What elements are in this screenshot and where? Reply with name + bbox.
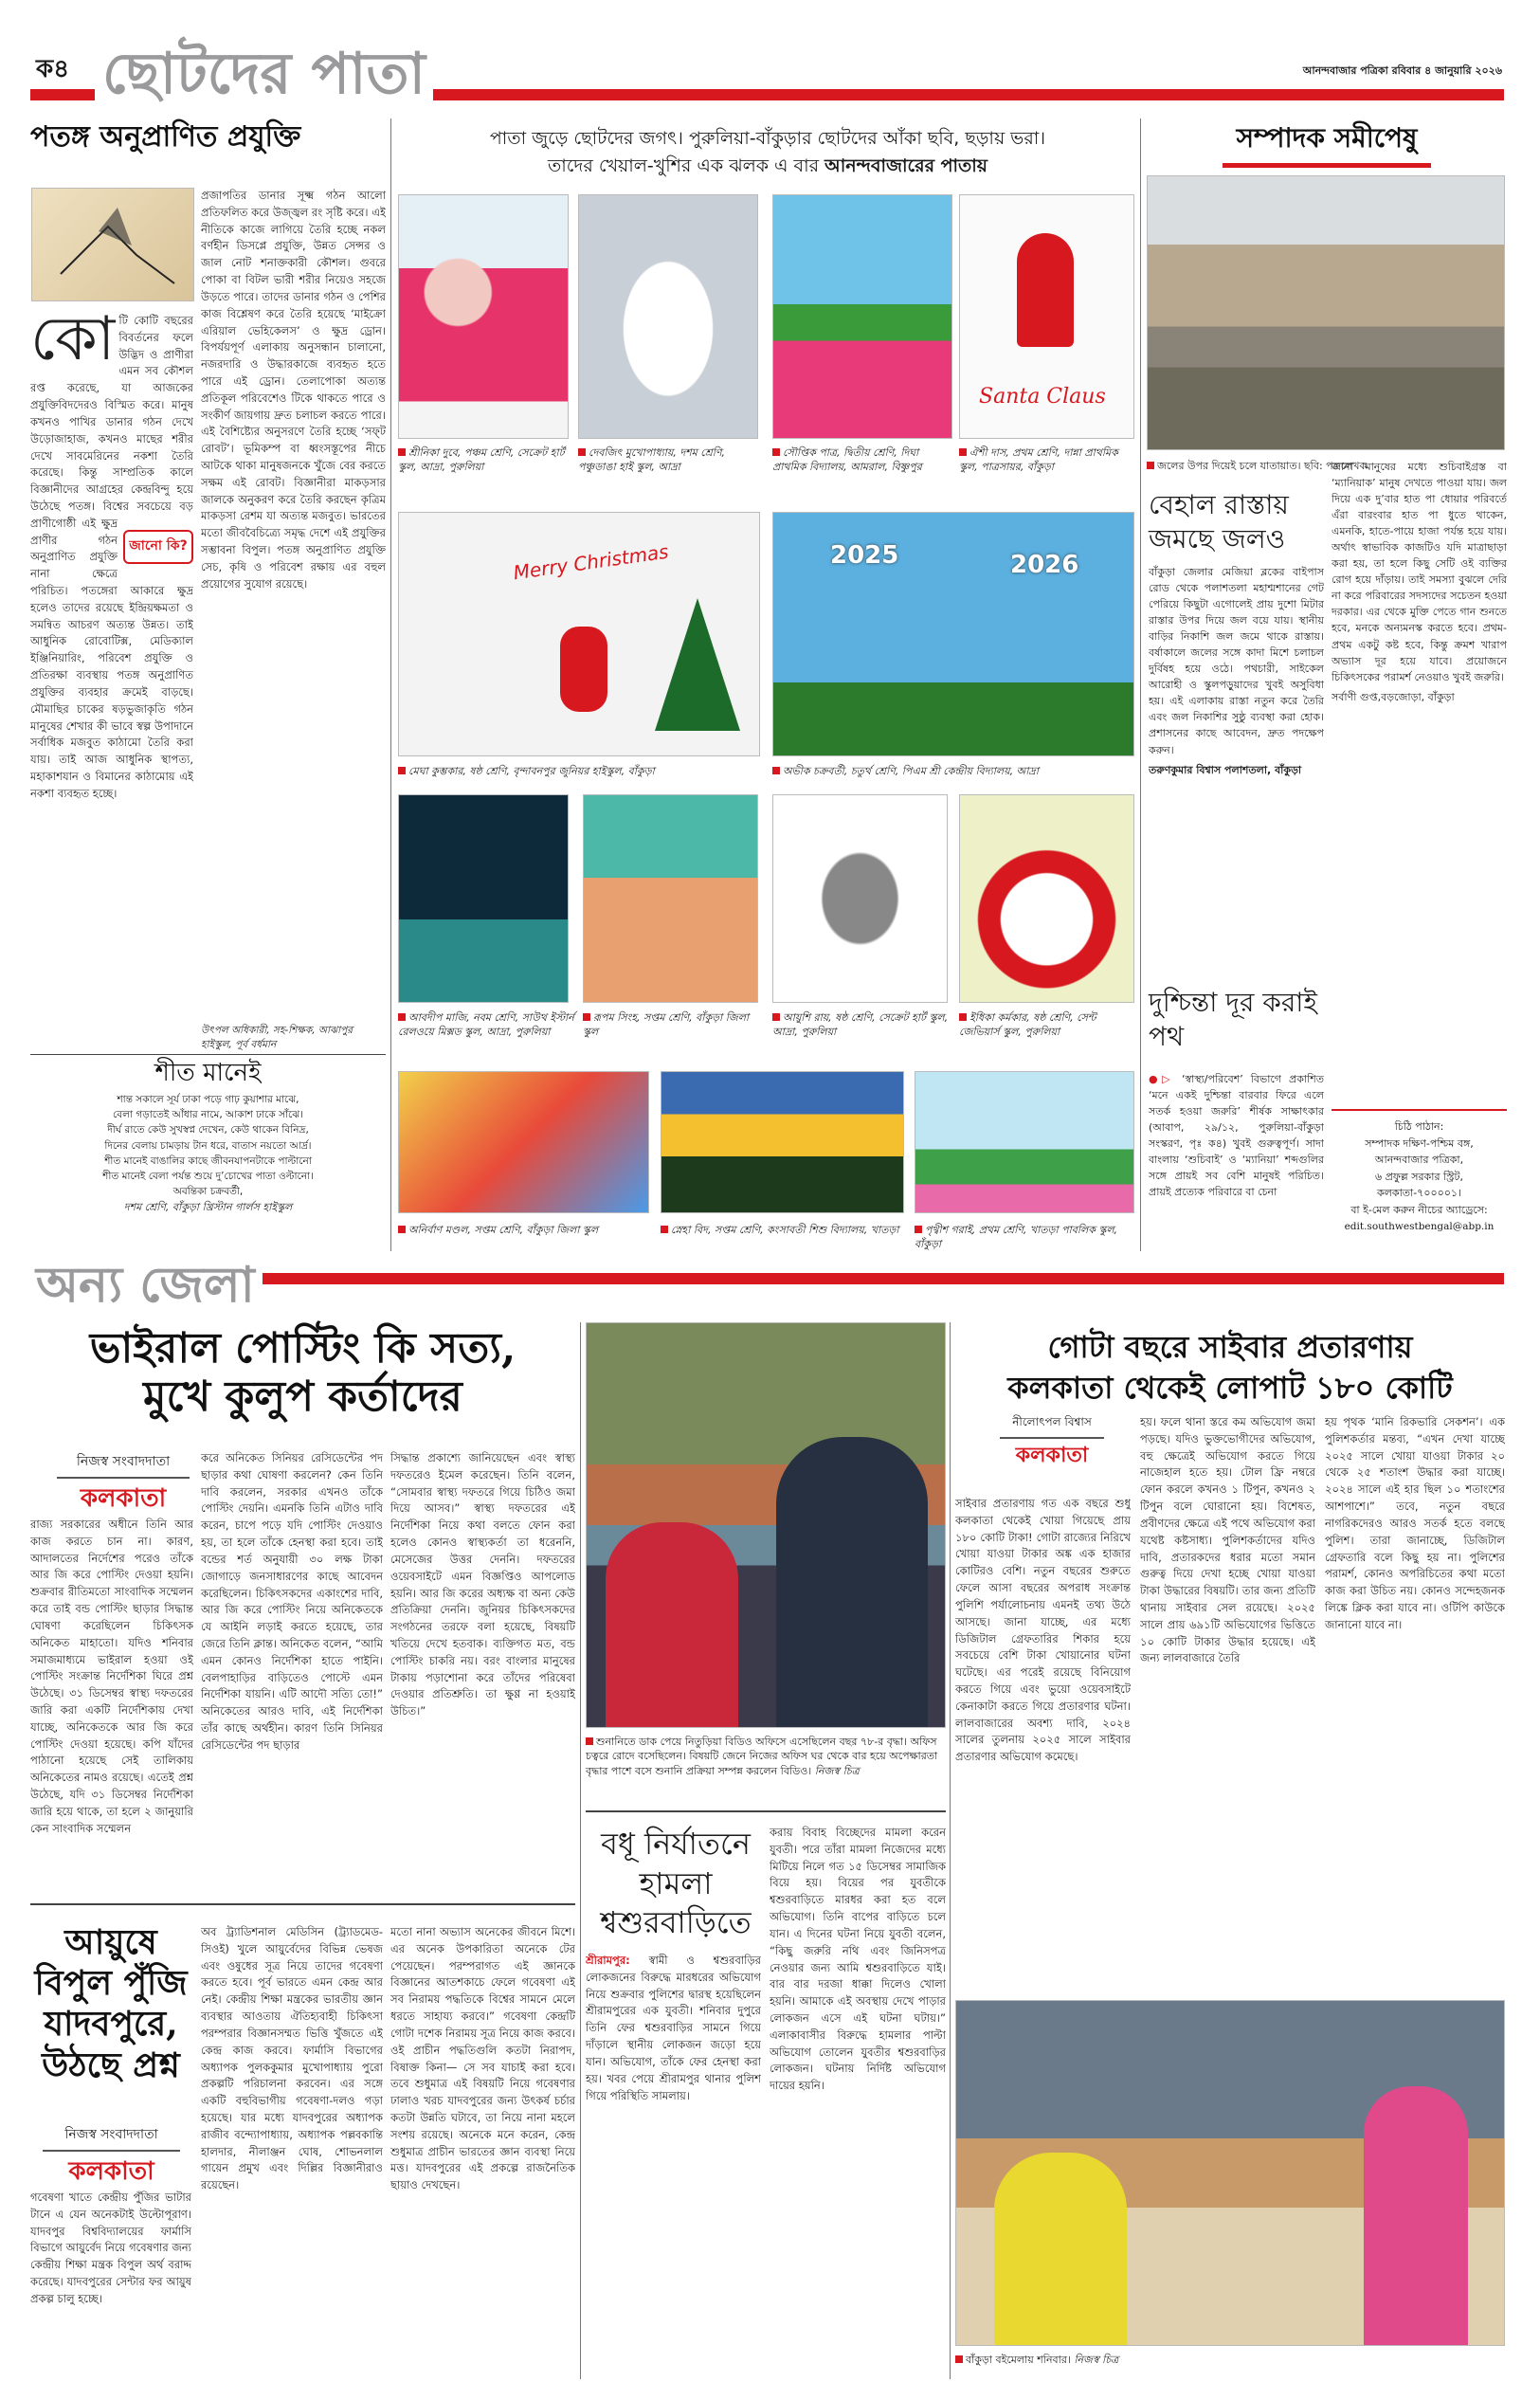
poem-school: দশম শ্রেণি, বাঁকুড়া খ্রিস্টান গার্লস হাইস্কুল bbox=[123, 1200, 293, 1213]
story-column: হয়। ফলে থানা স্তরে কম অভিযোগ জমা পড়ছে। যদিও ভুক্তভোগীদের অভিযোগ, বহু ক্ষেত্রেই অভিযোগ করতে গিয়ে নাজেহাল হতে হয়। টোল ফ্রি নম্বরে ফোন করলে কখনও ১ টিপুন, কখনও ২ টিপুন বলে ঘোরানো হয়। বিশেষত, প্রবীণদের ক্ষেত্রে এই পথে অভিযোগ করা যথেষ্ট কষ্টসাধ্য। পুলিশকর্তাদের যদিও দাবি, প্রতারকদের ধরার মতো সমান গুরুত্ব দিয়ে দেখা হচ্ছে খোয়া যাওয়া টাকা উদ্ধারের বিষয়টি। তার জন্য প্রতিটি থানায় সাইবার সেল রয়েছে। ২০২৫ সালে প্রায় ৬৯১টি অভিযোগের ভিত্তিতে ১০ কোটি টাকার উদ্ধার হয়েছে। এই জন্য লালবাজারে তৈরি bbox=[1140, 1415, 1315, 1665]
send-letters-box bbox=[1332, 1118, 1507, 1234]
article-column bbox=[30, 313, 193, 1043]
drawing-santa-face bbox=[959, 794, 1134, 1003]
art-text: 2026 bbox=[1010, 551, 1079, 579]
intro-line: তাদের খেয়াল-খুশির এক ঝলক এ বার bbox=[547, 155, 825, 176]
email-link[interactable]: edit.southwestbengal@abp.in bbox=[1344, 1220, 1495, 1232]
photo-credit: নিজস্ব চিত্র bbox=[1074, 2354, 1119, 2366]
story-column: করায় বিবাহ বিচ্ছেদের মামলা করেন যুবতী। পরে তাঁরা মামলা নিজেদের মধ্যে মিটিয়ে নিলে গত ১৫ ডিসেম্বর সামাজিক বিয়ে হয়। বিয়ের পর যুবতীকে শ্বশুরবাড়িতে মারধর করা হত বলে অভিযোগ। তিনি বাপের বাড়িতে চলে যান। এ দিনের ঘটনা নিয়ে যুবতী বলেন, “কিছু জরুরি নথি এবং জিনিসপত্র নেওয়ার জন্য আমি শ্বশুরবাড়িতে যাই। বার বার দরজা ধাক্কা দিলেও খোলা হয়নি। আমাকে এই অবস্থায় দেখে পাড়ার লোকজন এসে এই ঘটনা ঘটায়।” এলাকাবাসীর বিরুদ্ধে হামলার পাল্টা অভিযোগ তোলেন যুবতীর শ্বশুরবাড়ির লোকজন। ঘটনায় নির্দিষ্ট অভিযোগ দায়ের হয়নি। bbox=[770, 1826, 946, 2093]
poem-line: দিনের বেলায় চামড়ায় টান ধরে, বাতাস নয়তো আর্দ্র। bbox=[104, 1139, 312, 1152]
column-rule bbox=[950, 1322, 951, 2379]
address-line: আনন্দবাজার পত্রিকা, bbox=[1374, 1154, 1464, 1167]
letters-heading: সম্পাদক সমীপেষু bbox=[1236, 122, 1418, 154]
heading-underline bbox=[1332, 1109, 1507, 1111]
divider bbox=[30, 1903, 575, 1905]
drawing-caption: শ্রীনিকা দুবে, পঞ্চম শ্রেণি, সেক্রেট হার্ট স্কুল, আদ্রা, পুরুলিয়া bbox=[398, 446, 565, 474]
section-title: ছোটদের পাতা bbox=[95, 45, 433, 102]
drawing-caption: অনির্বাণ মণ্ডল, সপ্তম শ্রেণি, বাঁকুড়া জিলা স্কুল bbox=[398, 1223, 654, 1237]
letter-title: দুশ্চিন্তা দূর করাই পথ bbox=[1149, 987, 1317, 1053]
drawing-lady bbox=[583, 794, 758, 1003]
article-column: প্রজাপতির ডানার সূক্ষ্ম গঠন আলো প্রতিফলিত করে উজ্জ্বল রং সৃষ্টি করে। এই নীতিকে কাজে লাগিয়ে তৈরি হচ্ছে নকল বর্ণহীন ডিসপ্লে প্রযুক্তি, উন্নত সেন্সর ও জাল নোট শনাক্তকারী কৌশল। গুবরে পোকা বা বিটল ভারী শরীর নিয়েও সহজে উড়তে পারে। তাদের ডানার গঠন ও পেশির কাজ বিশ্লেষণ করে তৈরি হয়েছে ‘মাইক্রো এরিয়াল ভেহিকেলস’ ও ক্ষুদ্র ড্রোন। বিপর্যয়পূর্ণ এলাকায় অনুসন্ধান চালানো, নজরদারি ও উদ্ধারকাজে ব্যবহৃত হতে পারে এই ড্রোন। তেলাপোকা অত্যন্ত প্রতিকূল পরিবেশেও টিকে থাকতে পারে ও সংকীর্ণ জায়গায় দ্রুত চলাচল করতে পারে। এই বৈশিষ্ট্যের অনুসরণে তৈরি হচ্ছে ‘সফ্‌ট রোবট’। ভূমিকম্প বা ধ্বংসস্তূপের নীচে আটকে থাকা মানুষজনকে খুঁজে বের করতে সক্ষম এই রোবট। বিজ্ঞানীরা মাকড়সার জালকে অনুকরণ করে তৈরি করছেন কৃত্রিম মাকড়সা রেশম যা অত্যন্ত মজবুত। ভারতের মতো জীববৈচিত্র্যে সমৃদ্ধ দেশে এই প্রযুক্তির সম্ভাবনা বিপুল। পতঙ্গ অনুপ্রাণিত প্রযুক্তি সেচ, কৃষি ও পরিবেশ রক্ষায় এর বহুল প্রয়োগের সুযোগ রয়েছে। bbox=[201, 189, 386, 591]
address-line: বা ই-মেল করুন নীচের অ্যাড্রেসে: bbox=[1350, 1203, 1488, 1216]
story-column: শ্রীরামপুর: স্বামী ও শ্বশুরবাড়ির লোকজনের বিরুদ্ধে মারধরের অভিযোগ নিয়ে শুক্রবার পুলিশের দ্বারস্থ হয়েছিলেন শ্রীরামপুরের এক যুবতী। শনিবার দুপুরে তিনি ফের শ্বশুরবাড়ির সামনে গিয়ে দাঁড়ালে স্থানীয় লোকজন জড়ো হয়ে যান। অভিযোগ, তাঁকে ফের হেনস্থা করা হয়। খবর পেয়ে শ্রীরামপুর থানার পুলিশ গিয়ে পরিস্থিতি সামলায়। bbox=[586, 1954, 761, 2102]
column-rule bbox=[580, 1322, 581, 2379]
column-rule bbox=[390, 118, 391, 1251]
dateline-place: শ্রীরামপুর: bbox=[586, 1954, 630, 1967]
address-line: কলকাতা-৭০০০০১। bbox=[1376, 1187, 1462, 1200]
story-byline bbox=[43, 2123, 180, 2193]
poem-author: অবন্তিকা চক্রবর্তী, bbox=[172, 1186, 244, 1198]
story-column: গবেষণা খাতে কেন্দ্রীয় পুঁজির ভাটার টানে এ যেন অনেকটাই উল্টোপূরাণ। যাদবপুর বিশ্ববিদ্যালয়ের ফার্মাসি বিভাগে আয়ুর্বেদ নিয়ে গবেষণার জন্য কেন্দ্রীয় শিক্ষা মন্ত্রক বিপুল অর্থ বরাদ্দ করেছে। যাদবপুরের সেন্টার ফর আয়ুষ প্রকল্প চালু হচ্ছে। bbox=[30, 2191, 191, 2305]
letter-title: বেহাল রাস্তায় জমছে জলও bbox=[1149, 489, 1289, 555]
letter-body: ●▷ ‘স্বাস্থ্য/পরিবেশ’ বিভাগে প্রকাশিত ‘মনে একই দুশ্চিন্তা বারবার ফিরে এলে সতর্ক হওয়া জরুরি’ শীর্ষক সাক্ষাৎকার (আবাপ, ২৯/১২, পুরুলিয়া-বাঁকুড়া সংস্করণ, পৃঃ ক৪) খুবই গুরুত্বপূর্ণ। সাদা বাংলায় ‘শুচিবাই’ ও ‘ম্যানিয়া’ শব্দগুলির সঙ্গে প্রায়ই সব বেশি মানুষই পরিচিত। প্রায়ই প্রত্যেক পরিবারে বা চেনা bbox=[1149, 1073, 1324, 1199]
reporter-name: নিজস্ব সংবাদদাতা bbox=[57, 1450, 190, 1479]
column-rule bbox=[1140, 118, 1141, 1251]
story-headline: ভাইরাল পোস্টিং কি সত্য, মুখে কুলুপ কর্তাদের bbox=[89, 1324, 516, 1421]
heading-underline bbox=[1223, 163, 1431, 168]
arrow-icon: ●▷ bbox=[1149, 1073, 1182, 1085]
did-you-know-box bbox=[123, 530, 193, 564]
drawing-caption: ইধিকা কর্মকার, ষষ্ঠ শ্রেণি, সেন্ট জেভিয়ার্স স্কুল, পুরুলিয়া bbox=[959, 1011, 1096, 1039]
story-headline: আয়ুষে বিপুল পুঁজি যাদবপুরে, উঠছে প্রশ্ন bbox=[34, 1922, 188, 2085]
intro-highlight: আনন্দবাজারের পাতায় bbox=[824, 155, 987, 176]
drawing-new-year bbox=[772, 512, 1134, 756]
art-text: Santa Claus bbox=[979, 385, 1106, 409]
photo-caption: শুনানিতে ডাক পেয়ে নিতুড়িয়া বিডিও অফিসে এসেছিলেন বছর ৭৮-র বৃদ্ধা। অফিস চত্বরে রোদে বসেছিলেন। বিষয়টি জেনে নিজের অফিস ঘর থেকে বার হয়ে অপেক্ষারতা বৃদ্ধার পাশে বসে শুনানি প্রক্রিয়া সম্পন্ন করলেন বিডিও। নিজস্ব চিত্র bbox=[586, 1736, 938, 1777]
story-column: সিদ্ধান্ত প্রকাশ্যে জানিয়েছেন এবং স্বাস্থ্য দফতরেও ইমেল করেছেন। তিনি বলেন, “সোমবার স্বাস্থ্য দফতরে গিয়ে চিঠিও জমা দিয়ে আসব।” স্বাস্থ্য দফতরের এই নির্দেশিকা নিয়ে কথা বলতে ফোন করা হলেও কোনও স্বাস্থ্যকর্তা তা ধরেননি, মেসেজের উত্তর দেননি। দফতরের ওয়েবসাইটে এমন বিজ্ঞপ্তিও আপলোড হয়নি। আর জি করের অধ্যক্ষ বা অন্য কেউ প্রতিক্রিয়া দেননি। জুনিয়র চিকিৎসকদের সংগঠনের তরফে বলা হয়েছে, বিষয়টি খতিয়ে দেখে হতবাক। ব্যক্তিগত মত, বন্ড পোস্টিং চাকরি নয়। বরং বাংলার মানুষের টাকায় পড়াশোনা করে তাঁদের পরিষেবা দেওয়ার প্রতিশ্রুতি। তা ক্ষুণ্ণ না হওয়াই উচিত।” bbox=[390, 1451, 575, 1718]
photo-credit: নিজস্ব চিত্র bbox=[814, 1764, 860, 1777]
drawing-eagle bbox=[772, 794, 948, 1003]
story-byline bbox=[57, 1450, 190, 1520]
drawing-santa-claus bbox=[959, 194, 1134, 439]
story-headline: বধূ নির্যাতনে হামলা শ্বশুরবাড়িতে bbox=[600, 1826, 752, 1941]
letter-body: জানা মানুষের মধ্যে শুচিবাইগ্রস্ত বা ‘ম্যানিয়াক’ মানুষ দেখতে পাওয়া যায়। জল দিয়ে এক দু’বার হাত পা ধোয়ার পরিবর্তে এঁরা বারংবার হাত পা ধুতে থাকেন, এমনকি, হাতে-পায়ে হাজা পর্যন্ত হয়ে যায়। অর্থাৎ স্বাভাবিক কাজটিও যদি মাত্রাছাড়া করা হয়, তা হলে কিছু সেটি ওই ব্যক্তির রোগ হয়ে দাঁড়ায়। তাই সমস্যা বুঝলে দেরি না করে পরিবারের সদস্যদের সচেতন হওয়া দরকার। এর থেকে মুক্তি পেতে গান শুনতে হবে, মনকে অন্যমনস্ক করতে হবে। প্রথম-প্রথম একটু কষ্ট হবে, কিন্তু ক্রমশ খারাপ অভ্যাস দূর হয়ে যাবে। প্রয়োজনে চিকিৎসকের পরামর্শ নেওয়াও খুবই জরুরি। সর্বাণী গুপ্ত,বড়জোড়া, বাঁকুড়া bbox=[1332, 459, 1507, 1065]
drawing-caption: ঐশী দাস, প্রথম শ্রেণি, দান্না প্রাথমিক স্কুল, পাত্রসায়র, বাঁকুড়া bbox=[959, 446, 1118, 474]
drawing-hut-landscape bbox=[915, 1071, 1134, 1213]
drawing-caption: অভীক চক্রবর্তী, চতুর্থ শ্রেণি, পিএম শ্রী কেন্দ্রীয় বিদ্যালয়, আদ্রা bbox=[772, 764, 1134, 778]
drawing-sunset bbox=[661, 1071, 904, 1213]
story-column: রাজ্য সরকারের অধীনে তিনি আর কাজ করতে চান না। কারণ, আদালতের নির্দেশের পরেও তাঁকে আর জি করে পোস্টিং দেওয়া হয়নি। শুক্রবার রীতিমতো সাংবাদিক সম্মেলন করে তাই বন্ড পোস্টিং ছাড়ার সিদ্ধান্ত ঘোষণা করেছিলেন চিকিৎসক অনিকেত মাহাতো। যদিও শনিবার সমাজমাধ্যমে ভাইরাল হওয়া ওই পোস্টিং সংক্রান্ত নির্দেশিকা ঘিরে প্রশ্ন উঠেছে। ৩১ ডিসেম্বর স্বাস্থ্য দফতরের জারি করা একটি নির্দেশিকায় দেখা যাচ্ছে, অনিকেতকে আর জি করে পোস্টিং দেওয়া হয়েছে। কপি যাঁদের পাঠানো হয়েছে সেই তালিকায় অনিকেতের নামও রয়েছে। এতেই প্রশ্ন উঠেছে, যদি ৩১ ডিসেম্বর নির্দেশিকা জারি হয়ে থাকে, তা হলে ২ জানুয়ারি কেন সাংবাদিক সম্মেলন bbox=[30, 1518, 193, 1835]
drawing-2026-collage bbox=[398, 1071, 649, 1213]
bdo-hearing-photo bbox=[586, 1322, 946, 1728]
drawing-santa-portrait bbox=[578, 194, 758, 439]
divider bbox=[30, 1054, 386, 1055]
section-title: অন্য জেলা bbox=[28, 1261, 263, 1310]
drop-cap: কো bbox=[30, 313, 116, 374]
poem bbox=[30, 1060, 386, 1214]
poem-line: দীর্ঘ রাতে কেউ সুখস্বপ্ন দেখেন, কেউ থাকেন বিনিদ্র, bbox=[107, 1124, 309, 1136]
drawing-caption: সৌপ্তিক পাত্র, দ্বিতীয় শ্রেণি, দিঘা প্রাথমিক বিদ্যালয়, আমরাল, বিষ্ণুপুর bbox=[772, 446, 922, 474]
send-label: চিঠি পাঠান: bbox=[1394, 1120, 1444, 1133]
drawing-merry-christmas bbox=[398, 512, 760, 756]
story-byline bbox=[1000, 1414, 1104, 1474]
book-fair-photo bbox=[955, 2000, 1505, 2346]
drawing-santa-tree bbox=[398, 194, 569, 439]
waterlogged-road-photo bbox=[1147, 175, 1505, 450]
drawing-caption: পৃথ্বীশ গরাই, প্রথম শ্রেণি, খাতড়া পাবলিক স্কুল, বাঁকুড়া bbox=[915, 1224, 1118, 1251]
divider bbox=[586, 1810, 946, 1812]
drawing-caption: আবদীপ মাজি, নবম শ্রেণি, সাউথ ইস্টার্ন রেলওয়ে মিক্সড স্কুল, আদ্রা, পুরুলিয়া bbox=[398, 1011, 574, 1039]
drawing-caption: মেঘা কুম্ভকার, ষষ্ঠ শ্রেণি, বৃন্দাবনপুর জুনিয়র হাইস্কুল, বাঁকুড়া bbox=[398, 764, 760, 778]
dateline-place: কলকাতা bbox=[1015, 1443, 1089, 1467]
reporter-name: নীলোৎপল বিশ্বাস bbox=[1000, 1414, 1104, 1439]
story-column: মতো নানা অভ্যাস অনেকের জীবনে মিশে। এর অনেক উপকারিতা অনেকে টের পেয়েছেন। পরম্পরাগত এই জ্ঞানকে বিজ্ঞানের আতশকাচে ফেলে গবেষণা এই সব নিরাময় পদ্ধতিকে বিশ্বের সামনে মেলে ধরতে সাহায্য করবে।” গবেষণা কেন্দ্রটি গোটা দশেক নিরাময় সূত্র নিয়ে কাজ করবে। ওই প্রাচীন পদ্ধতিগুলি কতটা নিরাপদ, বিষাক্ত কিনা— সে সব যাচাই করা হবে। তবে শুধুমাত্র এই বিষয়টি নিয়ে গবেষণার ঢালাও খরচ যাদবপুরের জন্য উৎকর্ষ চর্চার কতটা উন্নতি ঘটাবে, তা নিয়ে নানা মহলে সংশয় রয়েছে। অনেকে মনে করেন, কেন্দ্র শুধুমাত্র প্রাচীন ভারতের জ্ঞান ব্যবস্থা নিয়ে মত্ত। যাদবপুরের এই প্রকল্পে রাজনৈতিক ছায়াও দেখছেন। bbox=[390, 1925, 575, 2192]
drawing-parrot bbox=[772, 194, 952, 439]
poem-line: শান্ত সকালে সূর্য ঢাকা পড়ে গাঢ় কুয়াশার মাঝে, bbox=[117, 1093, 299, 1105]
letter-author: সর্বাণী গুপ্ত,বড়জোড়া, বাঁকুড়া bbox=[1332, 690, 1455, 703]
photo-caption: বাঁকুড়া বইমেলায় শনিবার। নিজস্ব চিত্র bbox=[955, 2353, 1505, 2367]
article-author: উৎপল অধিকারী, সহ-শিক্ষক, আঝাপুর হাইস্কুল, পূর্ব বর্ধমান bbox=[201, 1025, 353, 1050]
story-headline: গোটা বছরে সাইবার প্রতারণায় কলকাতা থেকেই লোপাট ১৮০ কোটি bbox=[1007, 1329, 1453, 1407]
story-column: সাইবার প্রতারণায় গত এক বছরে শুধু কলকাতা থেকেই খোয়া গিয়েছে প্রায় ১৮০ কোটি টাকা! গোটা রাজ্যের নিরিখে খোয়া যাওয়া টাকার অঙ্ক এক হাজার কোটিরও বেশি। নতুন বছরের শুরুতে ফেলে আসা বছরের অপরাধ সংক্রান্ত পুলিশি পর্যালোচনায় এমনই তথ্য উঠে আসছে। জানা যাচ্ছে, এর মধ্যে ডিজিটাল গ্রেফতারির শিকার হয়ে সবচেয়ে বেশি টাকা খোয়ানোর ঘটনা ঘটেছে। এর পরেই রয়েছে বিনিয়োগ করতে গিয়ে এবং ভুয়ো ওয়েবসাইটে কেনাকাটা করতে গিয়ে প্রতারণার ঘটনা। লালবাজারের অবশ্য দাবি, ২০২৪ সালের তুলনায় ২০২৫ সালে সাইবার প্রতারণার অভিযোগ কমেছে। bbox=[955, 1497, 1131, 1764]
article-headline: পতঙ্গ অনুপ্রাণিত প্রযুক্তি bbox=[30, 120, 301, 154]
poem-line: শীত মানেই বেলা পর্যন্ত শুয়ে দু’চোখের পাতা ওল্টানো। bbox=[102, 1171, 314, 1183]
article-text: টি কোটি বছরের বিবর্তনের ফলে উদ্ভিদ ও প্রাণীরা এমন সব কৌশল রপ্ত করেছে, যা আজকের প্রযুক্তিবিদদেরও বিস্মিত করে। মানুষ কখনও পাখির ডানার গঠন দেখে উড়োজাহাজ, কখনও মাছের শরীর দেখে সাবমেরিনের নকশা তৈরি করেছে। কিন্তু সাম্প্রতিক কালে বিজ্ঞানীদের আগ্রহের কেন্দ্রবিন্দু হয়ে উঠেছে পতঙ্গ। বিশ্বের সবচেয়ে বড় প্রাণীগোষ্ঠী এই ক্ষুদ্র প্রাণীর গঠন অনুপ্রাণিত প্রযুক্তি নানা ক্ষেত্রে পরিচিত। পতঙ্গেরা আকারে ক্ষুদ্র হলেও তাদের রয়েছে ইন্দ্রিয়ক্ষমতা ও সমন্বিত আচরণ অত্যন্ত উন্নত। তাই আধুনিক রোবোটিক্স, মেডিক্যাল ইঞ্জিনিয়ারিং, পরিবেশ প্রযুক্তি ও প্রতিরক্ষা ব্যবস্থায় পতঙ্গ অনুপ্রাণিত প্রযুক্তির ব্যবহার ক্রমেই বাড়ছে। মৌমাছির চাকের ষড়ভুজাকৃতি গঠন মানুষের শেখার কী ভাবে স্বল্প উপাদানে সর্বাধিক মজবুত কাঠামো তৈরি করা যায়। তাই আজ আধুনিক স্থাপত্য, মহাকাশযান ও বিমানের কাঠামোয় এই নকশা ব্যবহৃত হচ্ছে। bbox=[30, 314, 193, 800]
drawing-caption: আয়ুশি রায়, ষষ্ঠ শ্রেণি, সেক্রেট হার্ট স্কুল, আদ্রা, পুরুলিয়া bbox=[772, 1011, 949, 1039]
reporter-name: নিজস্ব সংবাদদাতা bbox=[43, 2123, 180, 2152]
did-you-know-label: জানো কি? bbox=[129, 538, 188, 555]
story-column: অব ট্র্যাডিশনাল মেডিসিন (ট্র্যাডমেড-সিওই) খুলে আয়ুর্বেদের বিভিন্ন ভেষজ এবং ওষুধের সূত্র নিয়ে তাদের গবেষণা করতে হবে। পূর্ব ভারতে এমন কেন্দ্র আর নেই। কেন্দ্রীয় শিক্ষা মন্ত্রকের ভারতীয় জ্ঞান ব্যবস্থার আওতায় ঐতিহ্যবাহী চিকিৎসা পরম্পরার বিজ্ঞানসম্মত ভিত্তি খুঁজতে এই কেন্দ্র কাজ করবে। ফার্মাসি বিভাগের অধ্যাপক পুলককুমার মুখোপাধ্যায় পুরো প্রকল্পটি পরিচালনা করবেন। এর সঙ্গে একটি বহুবিভাগীয় গবেষণা-দলও গড়া হয়েছে। যার মধ্যে যাদবপুরের অধ্যাপক রাজীব বন্দ্যোপাধ্যায়, অধ্যাপক পল্লবকান্তি হালদার, নীলাঞ্জন ঘোষ, শোভনলাল গায়েন প্রমুখ এবং দিল্লির বিজ্ঞানীরাও রয়েছেন। bbox=[201, 1925, 383, 2192]
story-column: করে অনিকেত সিনিয়র রেসিডেন্টের পদ ছাড়ার কথা ঘোষণা করলেন? কেন তিনি দাবি করলেন, সরকার এখনও তাঁকে পোস্টিং দেয়নি। এমনকি তিনি এটাও দাবি করেন, চাপে পড়ে যদি পোস্টিং দেওয়াও হয়, তা হলে তাঁকে হেনস্থা করা হবে। তাই বন্ডের শর্ত অনুযায়ী ৩০ লক্ষ টাকা জোগাড়ে জনসাধারণের কাছে আবেদন করেছিলেন। চিকিৎসকদের একাংশের দাবি, আর জি করে পোস্টিং নিয়ে অনিকেতকে যে আইনি লড়াই করতে হয়েছে, তার জেরে তিনি ক্লান্ত। অনিকেত বলেন, “আমি এমন কোনও নির্দেশিকা হাতে পাইনি। বেলপাহাড়ির বাড়িতেও পোস্টে এমন নির্দেশিকা যায়নি। এটি আদৌ সত্যি তো!” অনিকেতের আরও দাবি, এই নির্দেশিকা তাঁর কাছে অর্থহীন। কারণ তিনি সিনিয়র রেসিডেন্টের পদ ছাড়ার bbox=[201, 1451, 383, 1752]
drawing-caption: দেবজিৎ মুখোপাধ্যায়, দশম শ্রেণি, পঞ্চুডাঙা হাই স্কুল, আদ্রা bbox=[578, 446, 725, 474]
page-number: ক৪ bbox=[36, 55, 70, 83]
story-column: হয় পৃথক ‘মানি রিকভারি সেকশন’। এক পুলিশকর্তার মন্তব্য, “এখন দেখা যাচ্ছে ২০২৫ সালে খোয়া যাওয়া টাকার ২০ থেকে ২৫ শতাংশ উদ্ধার করা যাচ্ছে। ২০২৪ সালে এই হার ছিল ১০ শতাংশের আশপাশে।” তবে, নতুন বছরে নাগরিকদেরও আরও সতর্ক হতে বলছে পুলিশ। তারা জানাচ্ছে, ডিজিটাল গ্রেফতারি বলে কিছু হয় না। পুলিশের পরামর্শ, কোনও অপরিচিতের কথা মতো কাজ করা উচিত নয়। কোনও সন্দেহজনক লিঙ্কে ক্লিক করা যাবে না। ওটিপি কাউকে জানানো যাবে না। bbox=[1325, 1415, 1505, 1631]
insect-sketch-image bbox=[31, 188, 194, 301]
art-text: 2025 bbox=[830, 541, 899, 570]
drawing-caption: রূপম সিংহ, সপ্তম শ্রেণি, বাঁকুড়া জিলা স্কুল bbox=[583, 1011, 750, 1039]
date-line: আনন্দবাজার পত্রিকা রবিবার ৪ জানুয়ারি ২০২৬ bbox=[1302, 64, 1502, 77]
letter-author: তরুণকুমার বিশ্বাস পলাশতলা, বাঁকুড়া bbox=[1149, 763, 1302, 776]
photo-caption: জলের উপর দিয়েই চলে যাতায়াত। ছবি: পত্রলেখক bbox=[1147, 459, 1505, 473]
letter-body: বাঁকুড়া জেলার মেজিয়া ব্লকের বাইপাস রোড থেকে পলাশতলা মহাশ্মশানের গেট পেরিয়ে কিছুটা এগোলেই প্রায় দুশো মিটার রাস্তার উপর দিয়ে জল বয়ে যায়। স্থানীয় বাড়ির নিকাশি জল জমে থাকে রাস্তায়। বর্ষাকালে জলের সঙ্গে কাদা মিশে চলাচল দুর্বিষহ হয়ে ওঠে। পথচারী, সাইকেল আরোহী ও স্কুলপড়ুয়াদের খুবই অসুবিধা হয়। এই এলাকায় রাস্তা নতুন করে তৈরি এবং জল নিকাশির সুষ্ঠু ব্যবস্থা করা হোক। প্রশাসনের কাছে আবেদন, দ্রুত পদক্ষেপ করুন। তরুণকুমার বিশ্বাস পলাশতলা, বাঁকুড়া bbox=[1149, 564, 1324, 981]
dateline-place: কলকাতা bbox=[68, 2157, 154, 2186]
drawing-boat-night bbox=[398, 794, 569, 1003]
address-line: ৬ প্রফুল্ল সরকার স্ট্রিট, bbox=[1375, 1170, 1463, 1183]
intro-line: পাতা জুড়ে ছোটদের জগৎ। পুরুলিয়া-বাঁকুড়ার ছোটদের আঁকা ছবি, ছড়ায় ভরা। bbox=[489, 128, 1046, 149]
drawing-caption: স্নেহা বিদ, সপ্তম শ্রেণি, কংসাবতী শিশু বিদ্যালয়, খাতড়া bbox=[661, 1223, 904, 1237]
address-line: সম্পাদক দক্ষিণ-পশ্চিম বঙ্গ, bbox=[1365, 1136, 1474, 1150]
poem-line: বেলা গড়াতেই আঁধার নামে, আকাশ ঢাকে সাঁঝে। bbox=[113, 1109, 303, 1121]
gallery-intro bbox=[398, 125, 1137, 179]
art-text: Merry Christmas bbox=[512, 539, 670, 585]
poem-line: শীত মানেই বাঙালির কাছে জীবনযাপনটাকে পাল্টানো bbox=[104, 1155, 312, 1167]
poem-title: শীত মানেই bbox=[154, 1059, 262, 1087]
dateline-place: কলকাতা bbox=[80, 1484, 167, 1513]
